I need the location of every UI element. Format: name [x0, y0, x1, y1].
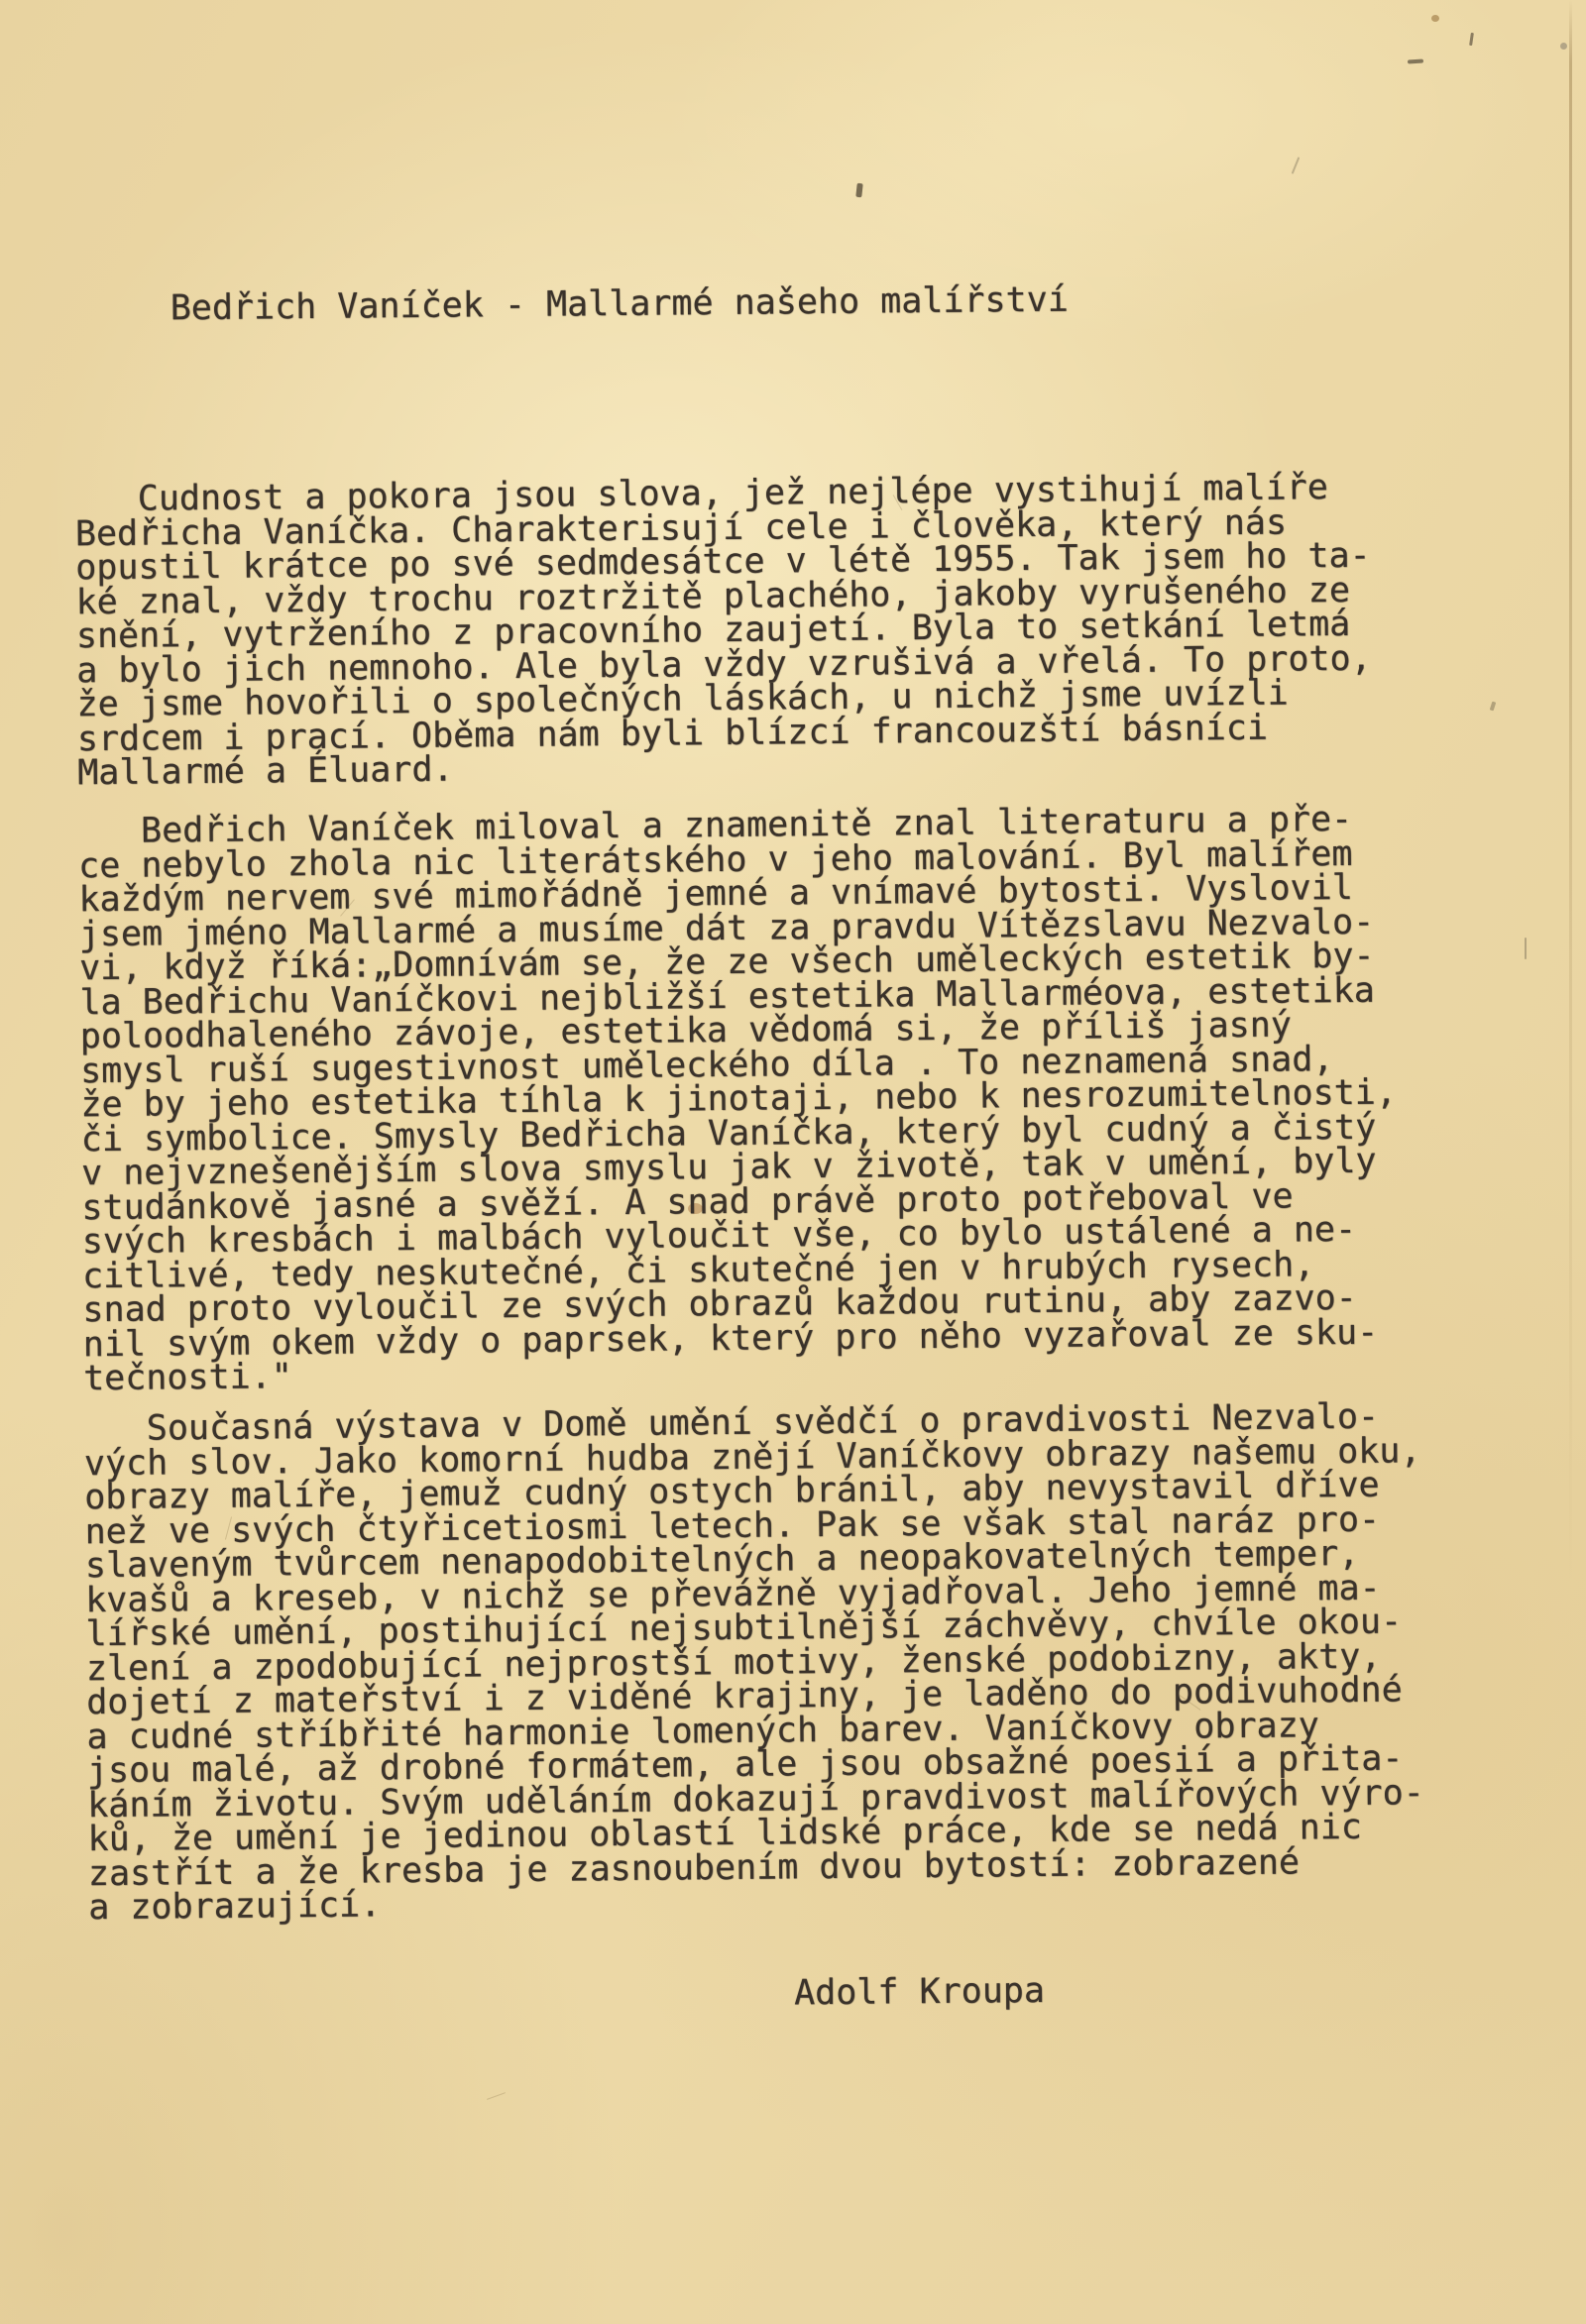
paragraph-exhibition: Současná výstava v Domě umění svědčí o pravdivosti Nezvalo- vých slov. Jako komorní hudba znějí Vaníčkovy obrazy našemu oku, obrazy malíře, jemuž cudný ostych bránil, aby nevystavil dříve než ve svých čtyřicetiosmi letech. Pak se však stal naráz pro- slaveným tvůrcem nenapodobitelných a neopakovatelných temper, kvašů a kreseb, v nichž se převážně vyjadřoval. Jeho jemné ma- lířské umění, postihující nejsubtilnější záchvěvy, chvíle okou- zlení a zpodobující nejprostší motivy, ženské podobizny, akty, dojetí z mateřství i z viděné krajiny, je laděno do podivuhodné a cudné stříbřité harmonie lomených barev. Vaníčkovy obrazy jsou malé, až drobné formátem, ale jsou obsažné poesií a přita- káním životu. Svým uděláním dokazují pravdivost malířových výro- ků, že umění je jedinou oblastí lidské práce, kde se nedá nic zastřít a že kresba je zasnoubením dvou bytostí: zobrazené a zobrazující.	[83, 1396, 1424, 1929]
author-signature: Adolf Kroupa	[793, 1970, 1046, 2014]
document-title: Bedřich Vaníček - Mallarmé našeho malířství	[170, 279, 1069, 329]
paragraph-nezval-quote: Bedřich Vaníček miloval a znamenitě znal literaturu a pře- ce nebylo zhola nic literátského v jeho malování. Byl malířem každým nervem své mimořádně jemné a vnímavé bytosti. Vyslovil jsem jméno Mallarmé a musíme dát za pravdu Vítězslavu Nezvalo- vi, když říká:„Domnívám se, že ze všech uměleckých estetik by- la Bedřichu Vaníčkovi nejbližší estetika Mallarméova, estetika poloodhaleného závoje, estetika vědomá si, že příliš jasný smysl ruší sugestivnost uměleckého díla . To neznamená snad, že by jeho estetika tíhla k jinotaji, nebo k nesrozumitelnosti, či symbolice. Smysly Bedřicha Vaníčka, který byl cudný a čistý v nejvznešenějším slova smyslu jak v životě, tak v umění, byly studánkově jasné a svěží. A snad právě proto potřeboval ve svých kresbách i malbách vyloučit vše, co bylo ustálené a ne- citlivé, tedy neskutečné, či skutečné jen v hrubých rysech, snad proto vyloučil ze svých obrazů každou rutinu, aby zazvo- nil svým okem vždy o paprsek, který pro něho vyzařoval ze sku- tečnosti."	[77, 799, 1398, 1399]
paragraph-intro: Cudnost a pokora jsou slova, jež nejlépe vystihují malíře Bedřicha Vaníčka. Charakterisují cele i člověka, který nás opustil krátce po své sedmdesátce v létě 1955. Tak jsem ho ta- ké znal, vždy trochu roztržitě plachého, jakoby vyrušeného ze snění, vytrženího z pracovního zaujetí. Byla to setkání letmá a bylo jich nemnoho. Ale byla vždy vzrušivá a vřelá. To proto, že jsme hovořili o společných láskách, u nichž jsme uvízli srdcem i prací. Oběma nám byli blízcí francouzští básníci Mallarmé a Éluard.	[74, 468, 1372, 794]
